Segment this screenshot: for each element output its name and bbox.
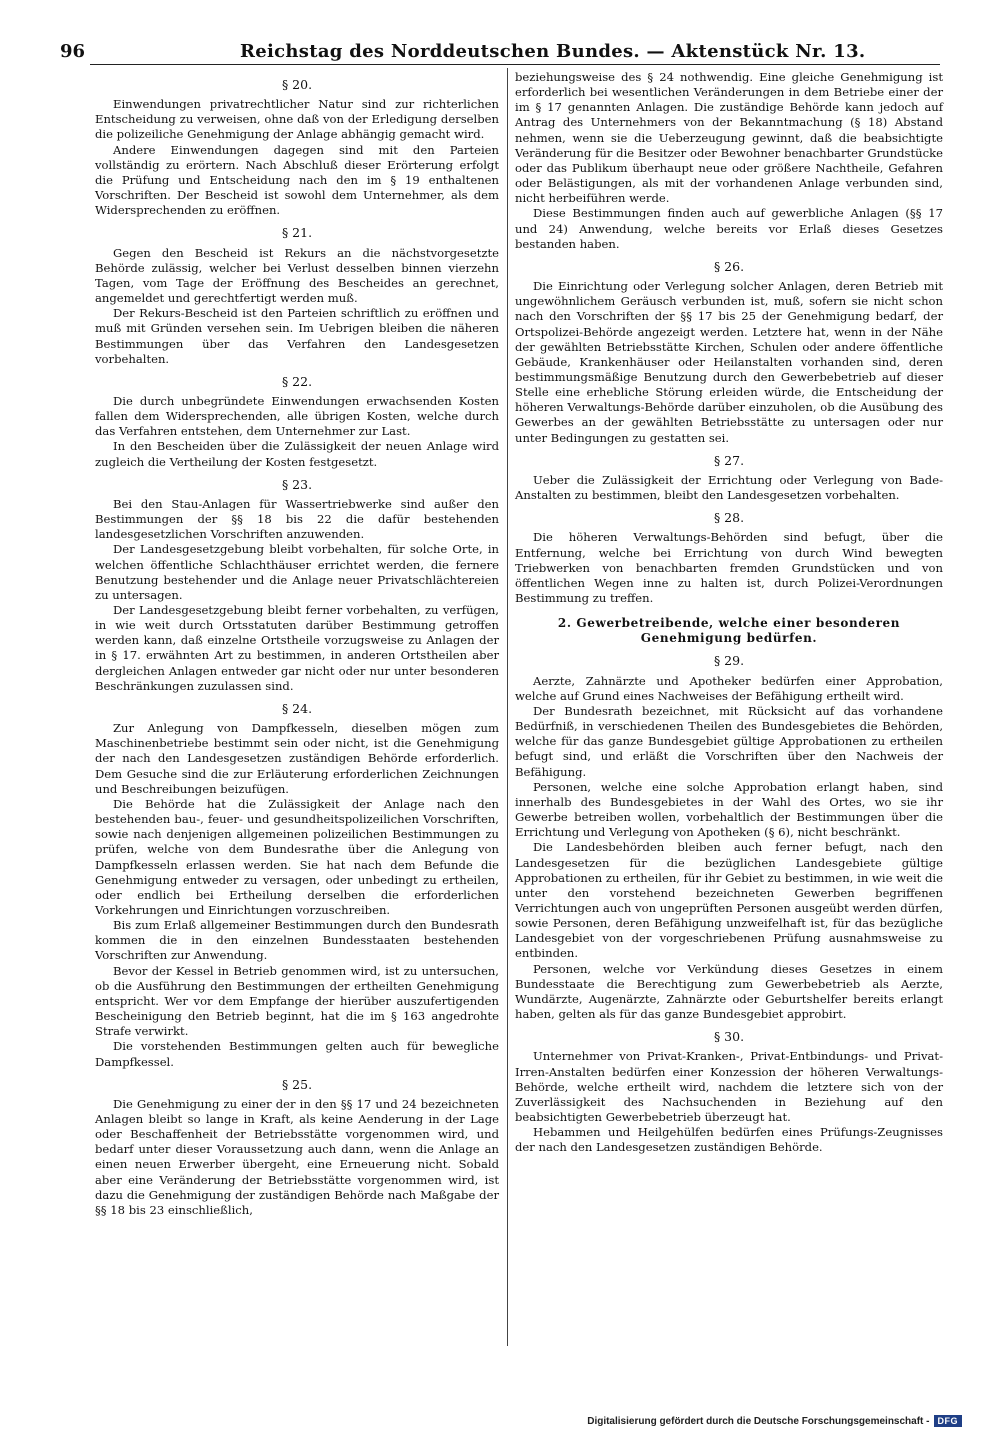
paragraph: In den Bescheiden über die Zulässigkeit der neuen Anlage wird zugleich die Vertheilung der Kosten festgesetzt.: [95, 439, 499, 469]
section: [515, 616, 943, 1022]
section: [515, 259, 943, 446]
section-title: § 22.: [281, 373, 313, 389]
section: [95, 374, 499, 470]
paragraph: Die vorstehenden Bestimmungen gelten auch für bewegliche Dampfkessel.: [95, 1039, 499, 1069]
paragraph: Personen, welche eine solche Approbation erlangt haben, sind innerhalb des Bundesgebietes in der Wahl des Ortes, wo sie ihr Gewerbe betreiben wollen, vorbehaltlich der Bestimmungen über die Errichtung und Verlegung von Apotheken (§ 6), nicht beschränkt.: [515, 779, 943, 840]
dfg-logo: DFG: [934, 1415, 963, 1427]
paragraph: Hebammen und Heilgehülfen bedürfen eines Prüfungs-Zeugnisses der nach den Landesgesetzen zuständigen Behörde.: [515, 1125, 943, 1155]
section: [95, 225, 499, 366]
section-title: § 25.: [281, 1076, 313, 1092]
section: [95, 1077, 499, 1218]
paragraph: Unternehmer von Privat-Kranken-, Privat-Entbindungs- und Privat-Irren-Anstalten bedürfen einer Konzession der höheren Verwaltungs-Behörde, welche ertheilt wird, nachdem die letztere sich von der Zuverlässigkeit des Nachsuchenden in Beziehung auf den beabsichtigten Gewerbebetrieb überzeugt hat.: [515, 1049, 943, 1124]
subheading: 2. Gewerbetreibende, welche einer besonderen Genehmigung bedürfen.: [557, 616, 901, 646]
section-title: § 30.: [713, 1029, 745, 1045]
paragraph: Gegen den Bescheid ist Rekurs an die nächstvorgesetzte Behörde zulässig, welcher bei Verlust desselben binnen vierzehn Tagen, vom Tage der Eröffnung des Bescheides an gerechnet, angemeldet und gerechtfertigt werden muß.: [95, 245, 499, 306]
paragraph: Einwendungen privatrechtlicher Natur sind zur richterlichen Entscheidung zu verweisen, ohne daß von der Erledigung derselben die polizeiliche Genehmigung der Anlage abhängig gemacht wird.: [95, 97, 499, 142]
paragraph: Andere Einwendungen dagegen sind mit den Parteien vollständig zu erörtern. Nach Abschluß dieser Erörterung erfolgt die Prüfung und Entscheidung nach den im § 19 enthaltenen Vorschriften. Der Bescheid ist sowohl dem Unternehmer, als dem Widersprechenden zu eröffnen.: [95, 142, 499, 218]
paragraph: Personen, welche vor Verkündung dieses Gesetzes in einem Bundesstaate die Berechtigung zum Gewerbebetrieb als Aerzte, Wundärzte, Augenärzte, Zahnärzte oder Geburtshelfer bereits erlangt haben, gelten als für das ganze Bundesgebiet approbirt.: [515, 961, 943, 1022]
paragraph: beziehungsweise des § 24 nothwendig. Eine gleiche Genehmigung ist erforderlich bei wesentlichen Veränderungen in dem Betriebe einer der im § 17 genannten Anlagen. Die zuständige Behörde kann jedoch auf Antrag des Unternehmers von der Bekanntmachung (§ 18) Abstand nehmen, wenn sie die Ueberzeugung gewinnt, daß die beabsichtigte Veränderung für die Besitzer oder Bewohner benachbarter Grundstücke oder das Publikum überhaupt neue oder größere Nachtheile, Gefahren oder Belästigungen, als mit der vorhandenen Anlage verbunden sind, nicht herbeiführen werde.: [515, 70, 943, 206]
paragraph: Aerzte, Zahnärzte und Apotheker bedürfen einer Approbation, welche auf Grund eines Nachweises der Befähigung ertheilt wird.: [515, 673, 943, 703]
header-rule: [90, 64, 940, 65]
running-title: Reichstag des Norddeutschen Bundes. — Aktenstück Nr. 13.: [240, 41, 866, 62]
paragraph: Bei den Stau-Anlagen für Wassertriebwerke sind außer den Bestimmungen der §§ 18 bis 22 die dafür bestehenden landesgesetzlichen Vorschriften anzuwenden.: [95, 496, 499, 542]
section-title: § 21.: [281, 225, 313, 241]
paragraph: Der Landesgesetzgebung bleibt vorbehalten, für solche Orte, in welchen öffentliche Schlachthäuser errichtet werden, die fernere Benutzung bestehender und die Anlage neuer Privatschlächtereien zu untersagen.: [95, 542, 499, 602]
paragraph: Die Landesbehörden bleiben auch ferner befugt, nach den Landesgesetzen für die bezüglichen Landesgebiete gültige Approbationen zu ertheilen, für ihr Gebiet zu bestimmen, in wie weit die unter den vorstehend bezeichneten Gewerben begriffenen Verrichtungen auch von ungeprüften Personen ausgeübt werden dürfen, sowie Personen, deren Befähigung unzweifelhaft ist, für das bezügliche Landesgebiet von der vorgeschriebenen Prüfung ausnahmsweise zu entbinden.: [515, 840, 943, 961]
section: [515, 510, 943, 606]
section: [515, 70, 943, 252]
paragraph: Ueber die Zulässigkeit der Errichtung oder Verlegung von Bade-Anstalten zu bestimmen, bleibt den Landesgesetzen vorbehalten.: [515, 472, 943, 503]
left-column: [95, 70, 499, 1218]
section-title: § 20.: [281, 77, 313, 92]
paragraph: Die höheren Verwaltungs-Behörden sind befugt, über die Entfernung, welche bei Errichtung von durch Wind bewegten Triebwerken von benachbarten fremden Grundstücken und von öffentlichen Wegen inne zu halten ist, durch Polizei-Verordnungen Bestimmung zu treffen.: [515, 530, 943, 605]
right-column: [515, 70, 943, 1155]
paragraph: Bevor der Kessel in Betrieb genommen wird, ist zu untersuchen, ob die Ausführung den Bestimmungen der ertheilten Genehmigung entspricht. Wer vor dem Empfange der hierüber auszufertigenden Bescheinigung den Betrieb beginnt, hat die im § 163 angedrohte Strafe verwirkt.: [95, 963, 499, 1039]
paragraph: Der Landesgesetzgebung bleibt ferner vorbehalten, zu verfügen, in wie weit durch Ortsstatuten darüber Bestimmung getroffen werden kann, daß einzelne Ortstheile vorzugsweise zu Anlagen der in § 17. erwähnten Art zu bestimmen, in anderen Ortstheilen aber dergleichen Anlagen entweder gar nicht oder nur unter besonderen Beschränkungen zuzulassen sind.: [95, 603, 499, 693]
section-title: § 23.: [281, 476, 313, 492]
paragraph: Zur Anlegung von Dampfkesseln, dieselben mögen zum Maschinenbetriebe bestimmt sein oder nicht, ist die Genehmigung der nach den Landesgesetzen zuständigen Behörde erforderlich. Dem Gesuche sind die zur Erläuterung erforderlichen Zeichnungen und Beschreibungen beizufügen.: [95, 721, 499, 796]
section-title: § 28.: [713, 510, 745, 526]
section-title: § 24.: [281, 700, 313, 716]
section: [515, 453, 943, 503]
section-title: § 29.: [713, 653, 745, 669]
page-number: 96: [60, 41, 86, 62]
footer-credit: Digitalisierung gefördert durch die Deutsche Forschungsgemeinschaft -: [587, 1415, 930, 1427]
paragraph: Diese Bestimmungen finden auch auf gewerbliche Anlagen (§§ 17 und 24) Anwendung, welche bereits vor Erlaß dieses Gesetzes bestanden haben.: [515, 206, 943, 251]
paragraph: Die durch unbegründete Einwendungen erwachsenden Kosten fallen dem Widersprechenden, alle übrigen Kosten, welche durch das Verfahren entstehen, dem Unternehmer zur Last.: [95, 393, 499, 439]
section-title: § 27.: [713, 452, 745, 468]
section: [515, 1029, 943, 1155]
footer: [587, 1413, 962, 1429]
paragraph: Die Genehmigung zu einer der in den §§ 17 und 24 bezeichneten Anlagen bleibt so lange in Kraft, als keine Aenderung in der Lage oder Beschaffenheit der Betriebsstätte vorgenommen wird, und bedarf unter dieser Voraussetzung auch dann, wenn die Anlage an einen neuen Erwerber übergeht, eine Erneuerung nicht. Sobald aber eine Veränderung der Betriebsstätte vorgenommen wird, ist dazu die Genehmigung der zuständigen Behörde nach Maßgabe der §§ 18 bis 23 einschließlich,: [95, 1096, 499, 1217]
paragraph: Der Bundesrath bezeichnet, mit Rücksicht auf das vorhandene Bedürfniß, in verschiedenen Theilen des Bundesgebietes die Behörden, welche für das ganze Bundesgebiet gültige Approbationen zu ertheilen befugt sind, und erläßt die Vorschriften über den Nachweis der Befähigung.: [515, 703, 943, 779]
section-title: § 26.: [713, 258, 745, 274]
paragraph: Die Einrichtung oder Verlegung solcher Anlagen, deren Betrieb mit ungewöhnlichem Geräusch verbunden ist, muß, sofern sie nicht schon nach den Vorschriften der §§ 17 bis 25 der Genehmigung bedarf, der Ortspolizei-Behörde angezeigt werden. Letztere hat, wenn in der Nähe der gewählten Betriebsstätte Kirchen, Schulen oder andere öffentliche Gebäude, Krankenhäuser oder Heilanstalten vorhanden sind, deren bestimmungsmäßige Benutzung durch den Gewerbebetrieb auf dieser Stelle eine erhebliche Störung erleiden würde, die Entscheidung der höheren Verwaltungs-Behörde darüber einzuholen, ob die Ausübung des Gewerbes an der gewählten Betriebsstätte zu untersagen oder nur unter Bedingungen zu gestatten sei.: [515, 279, 943, 445]
section: [95, 701, 499, 1070]
paragraph: Bis zum Erlaß allgemeiner Bestimmungen durch den Bundesrath kommen die in den einzelnen Bundesstaaten bestehenden Vorschriften zur Anwendung.: [95, 918, 499, 963]
page-header: [60, 30, 946, 62]
section: [95, 77, 499, 218]
column-divider: [507, 68, 508, 1346]
paragraph: Der Rekurs-Bescheid ist den Parteien schriftlich zu eröffnen und muß mit Gründen versehen sein. Im Uebrigen bleiben die näheren Bestimmungen über das Verfahren den Landesgesetzen vorbehalten.: [95, 306, 499, 366]
paragraph: Die Behörde hat die Zulässigkeit der Anlage nach den bestehenden bau-, feuer- und gesundheitspolizeilichen Vorschriften, sowie nach denjenigen allgemeinen polizeilichen Bestimmungen zu prüfen, welche von dem Bundesrathe über die Anlegung von Dampfkesseln erlassen werden. Sie hat nach dem Befunde die Genehmigung entweder zu versagen, oder unbedingt zu ertheilen, oder endlich bei Ertheilung derselben die erforderlichen Vorkehrungen und Einrichtungen vorzuschreiben.: [95, 796, 499, 917]
section: [95, 477, 499, 694]
